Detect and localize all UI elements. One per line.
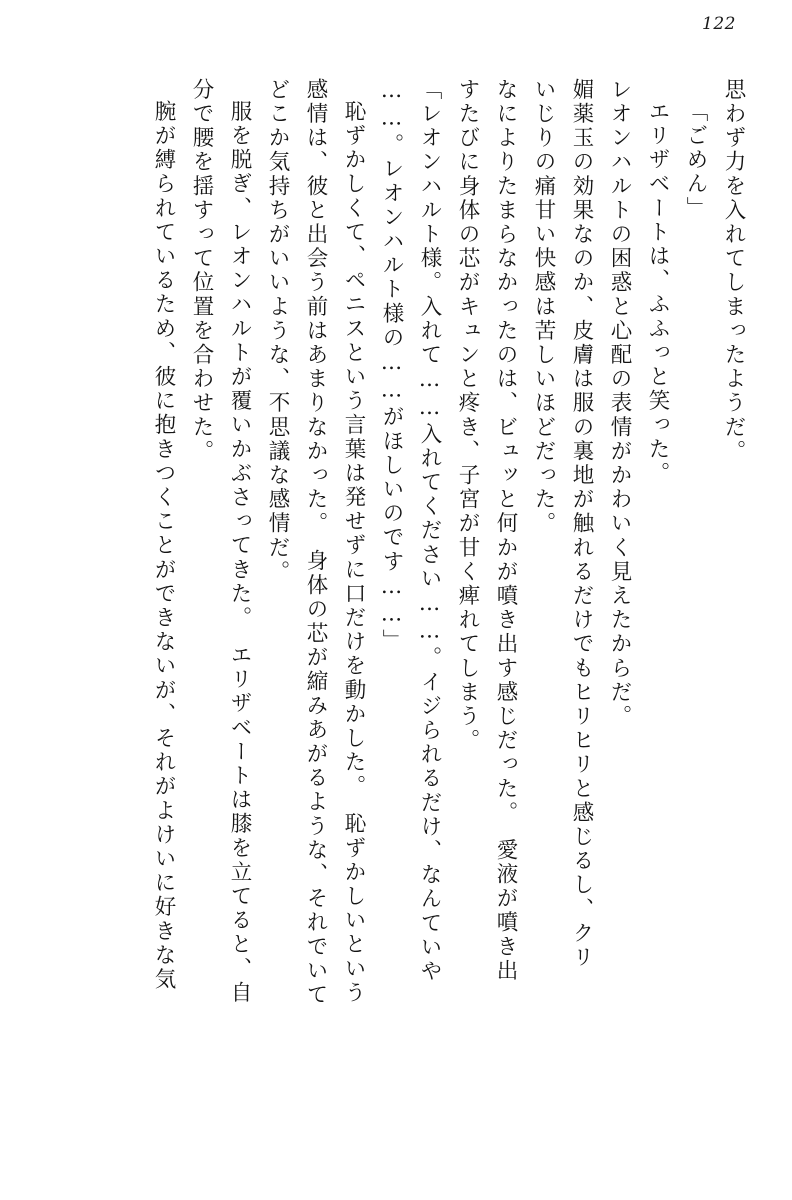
- text-line: いじりの痛甘い快感は苦しいほどだった。: [531, 78, 556, 536]
- page-number: 122: [702, 14, 736, 34]
- vertical-text-body: [56, 78, 744, 1160]
- text-line: どこか気持ちがいいような、不思議な感情だ。: [265, 78, 290, 585]
- text-line: 恥ずかしくて、ペニスという言葉は発せずに口だけを動かした。 恥ずかしいという: [341, 100, 366, 1006]
- text-line: エリザベートは、ふふっと笑った。: [645, 100, 670, 486]
- text-line: レオンハルトの困惑と心配の表情がかわいく見えたからだ。: [607, 78, 632, 729]
- text-line: ……。レオンハルト様の……がほしいのです……」: [379, 78, 404, 654]
- text-line: 腕が縛られているため、彼に抱きつくことができないが、それがよけいに好きな気: [151, 100, 176, 992]
- text-line: なによりたまらなかったのは、ビュッと何かが噴き出す感じだった。 愛液が噴き出: [493, 78, 518, 984]
- text-line: 「ごめん」: [683, 100, 708, 221]
- text-line: 分で腰を揺すって位置を合わせた。: [189, 78, 214, 464]
- text-line: すたびに身体の芯がキュンと疼き、子宮が甘く痺れてしまう。: [455, 78, 480, 753]
- text-line: 媚薬玉の効果なのか、皮膚は服の裏地が触れるだけでもヒリヒリと感じるし、クリ: [569, 78, 594, 970]
- text-line: 「レオンハルト様。入れて……入れてください……。イジられるだけ、なんていや: [417, 78, 442, 984]
- text-line: 服を脱ぎ、レオンハルトが覆いかぶさってきた。 エリザベートは膝を立てると、自: [227, 100, 252, 1006]
- text-line: 感情は、彼と出会う前はあまりなかった。 身体の芯が縮みあがるような、それでいて: [303, 78, 328, 1008]
- text-line: 思わず力を入れてしまったようだ。: [721, 78, 746, 464]
